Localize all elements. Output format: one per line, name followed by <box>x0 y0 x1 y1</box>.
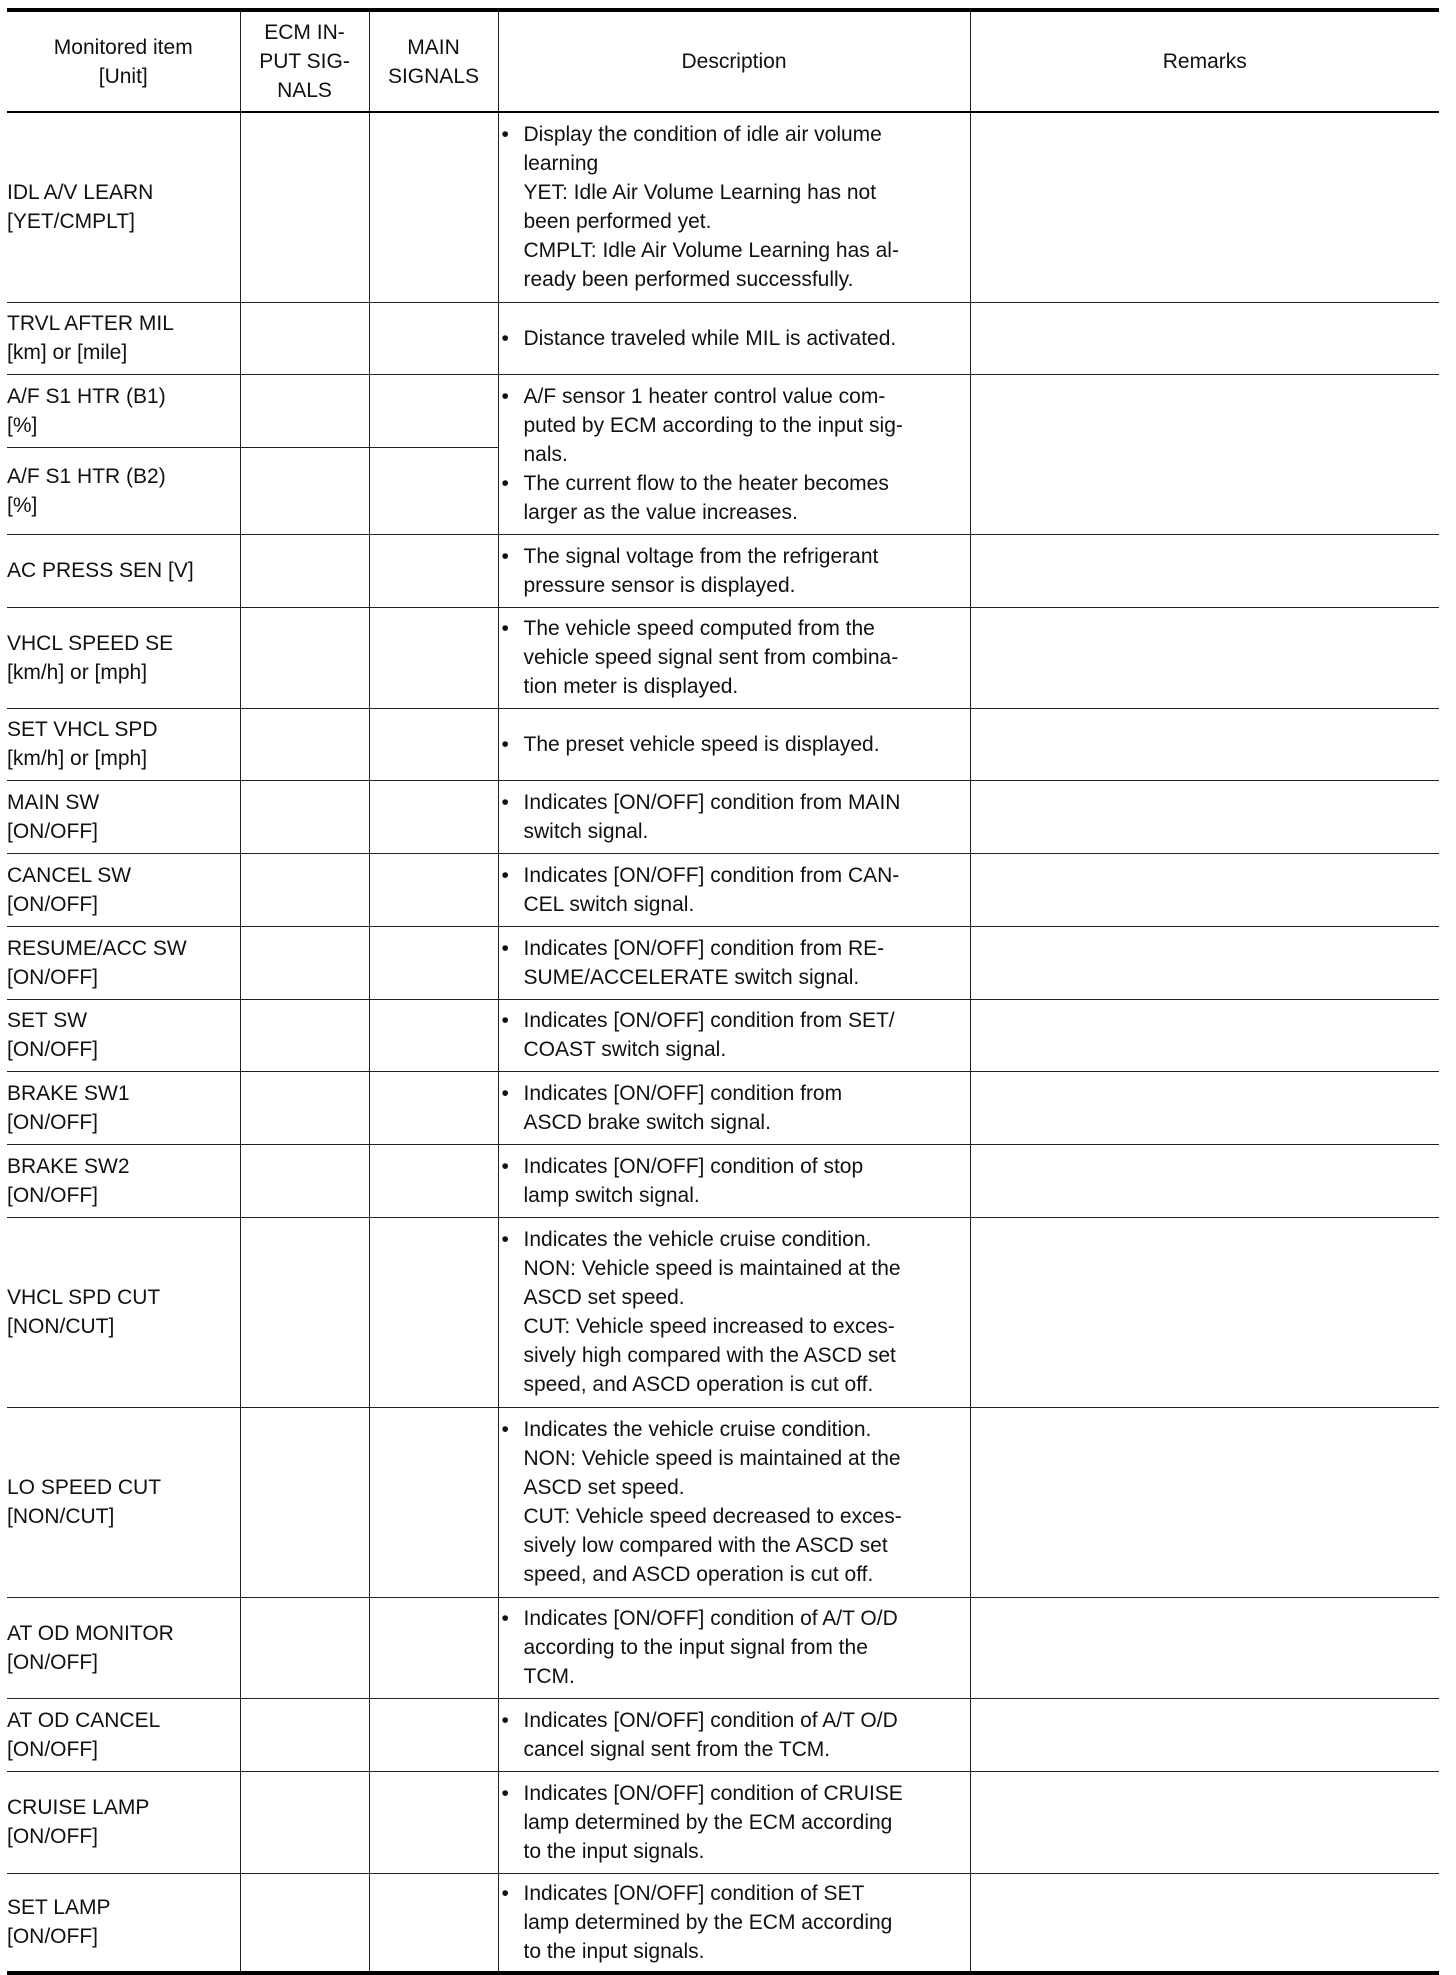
description-bullet: • Indicates [ON/OFF] condition of CRUISE lamp determined by the ECM according to the input signals. <box>499 1779 970 1866</box>
table-header-row <box>7 10 1439 112</box>
description-bullet: • Indicates the vehicle cruise condition. NON: Vehicle speed is maintained at the ASCD set speed. CUT: Vehicle speed increased to exces- sively high compared with the ASCD set speed, and ASCD operation is cut off. <box>499 1225 970 1399</box>
ecm-input-cell <box>240 1217 369 1407</box>
description-bullet: • A/F sensor 1 heater control value com- puted by ECM according to the input sig- nals. <box>499 382 970 469</box>
description-cell <box>498 780 970 853</box>
description-cell <box>498 1771 970 1873</box>
description-cell <box>498 374 970 534</box>
table-row <box>7 1407 1439 1597</box>
description-cell <box>498 302 970 374</box>
remarks-cell <box>970 1698 1439 1771</box>
monitored-item-cell: CANCEL SW [ON/OFF] <box>7 853 240 926</box>
header-main-signals: MAIN SIGNALS <box>369 10 498 112</box>
main-signals-cell <box>369 1873 498 1973</box>
ecm-input-cell <box>240 999 369 1071</box>
remarks-cell <box>970 1071 1439 1144</box>
description-cell <box>498 1698 970 1771</box>
remarks-cell <box>970 1873 1439 1973</box>
remarks-cell <box>970 112 1439 302</box>
description-cell <box>498 1144 970 1217</box>
ecm-input-cell <box>240 607 369 708</box>
description-bullet: • Indicates [ON/OFF] condition from RE- SUME/ACCELERATE switch signal. <box>499 934 970 992</box>
description-bullet: • The vehicle speed computed from the vehicle speed signal sent from combina- tion meter is displayed. <box>499 614 970 701</box>
remarks-cell <box>970 708 1439 780</box>
remarks-cell <box>970 302 1439 374</box>
ecm-input-cell <box>240 1144 369 1217</box>
description-cell <box>498 607 970 708</box>
main-signals-cell <box>369 1698 498 1771</box>
main-signals-cell <box>369 1771 498 1873</box>
remarks-cell <box>970 374 1439 534</box>
description-cell <box>498 999 970 1071</box>
monitored-item-cell: SET VHCL SPD [km/h] or [mph] <box>7 708 240 780</box>
main-signals-cell <box>369 853 498 926</box>
ecm-input-cell <box>240 708 369 780</box>
header-ecm-input-signals: ECM IN- PUT SIG- NALS <box>240 10 369 112</box>
monitored-item-cell: CRUISE LAMP [ON/OFF] <box>7 1771 240 1873</box>
monitored-item-cell: BRAKE SW2 [ON/OFF] <box>7 1144 240 1217</box>
description-cell <box>498 1873 970 1973</box>
header-description: Description <box>498 10 970 112</box>
main-signals-cell <box>369 112 498 302</box>
remarks-cell <box>970 780 1439 853</box>
monitored-item-cell: SET LAMP [ON/OFF] <box>7 1873 240 1973</box>
table-row <box>7 534 1439 607</box>
monitored-item-cell: MAIN SW [ON/OFF] <box>7 780 240 853</box>
monitored-item-cell: AT OD CANCEL [ON/OFF] <box>7 1698 240 1771</box>
description-bullet: • The current flow to the heater becomes larger as the value increases. <box>499 469 970 527</box>
monitored-items-table <box>7 8 1439 1975</box>
description-cell <box>498 926 970 999</box>
monitored-item-cell: AT OD MONITOR [ON/OFF] <box>7 1597 240 1698</box>
main-signals-cell <box>369 1597 498 1698</box>
description-cell <box>498 1597 970 1698</box>
monitored-item-cell: LO SPEED CUT [NON/CUT] <box>7 1407 240 1597</box>
table-row <box>7 780 1439 853</box>
monitored-item-cell: RESUME/ACC SW [ON/OFF] <box>7 926 240 999</box>
header-remarks: Remarks <box>970 10 1439 112</box>
ecm-input-cell <box>240 926 369 999</box>
remarks-cell <box>970 534 1439 607</box>
monitored-item-cell: BRAKE SW1 [ON/OFF] <box>7 1071 240 1144</box>
table-row <box>7 1217 1439 1407</box>
monitored-item-cell: IDL A/V LEARN [YET/CMPLT] <box>7 112 240 302</box>
main-signals-cell <box>369 607 498 708</box>
main-signals-cell <box>369 780 498 853</box>
main-signals-cell <box>369 1217 498 1407</box>
description-bullet: • Indicates [ON/OFF] condition from MAIN switch signal. <box>499 788 970 846</box>
description-bullet: • Display the condition of idle air volume learning YET: Idle Air Volume Learning has not been performed yet. CMPLT: Idle Air Volume Learning has al- ready been performed successfully. <box>499 120 970 294</box>
table-row <box>7 999 1439 1071</box>
remarks-cell <box>970 1144 1439 1217</box>
table-row <box>7 112 1439 302</box>
monitored-item-cell: VHCL SPEED SE [km/h] or [mph] <box>7 607 240 708</box>
description-bullet: • Indicates the vehicle cruise condition. NON: Vehicle speed is maintained at the ASCD set speed. CUT: Vehicle speed decreased to exces- sively low compared with the ASCD set speed, and ASCD operation is cut off. <box>499 1415 970 1589</box>
ecm-input-cell <box>240 374 369 447</box>
header-monitored-item: Monitored item [Unit] <box>7 10 240 112</box>
ecm-input-cell <box>240 447 369 534</box>
description-bullet: • The preset vehicle speed is displayed. <box>499 730 970 759</box>
ecm-input-cell <box>240 302 369 374</box>
ecm-input-cell <box>240 1873 369 1973</box>
description-bullet: • Indicates [ON/OFF] condition of A/T O/D cancel signal sent from the TCM. <box>499 1706 970 1764</box>
remarks-cell <box>970 926 1439 999</box>
remarks-cell <box>970 1771 1439 1873</box>
ecm-input-cell <box>240 1771 369 1873</box>
description-cell <box>498 708 970 780</box>
description-cell <box>498 1217 970 1407</box>
remarks-cell <box>970 1597 1439 1698</box>
description-cell <box>498 534 970 607</box>
monitored-item-cell: SET SW [ON/OFF] <box>7 999 240 1071</box>
main-signals-cell <box>369 1071 498 1144</box>
table-row <box>7 302 1439 374</box>
description-bullet: • Indicates [ON/OFF] condition from CAN- CEL switch signal. <box>499 861 970 919</box>
table-row <box>7 1597 1439 1698</box>
description-bullet: • The signal voltage from the refrigerant pressure sensor is displayed. <box>499 542 970 600</box>
main-signals-cell <box>369 708 498 780</box>
main-signals-cell <box>369 447 498 534</box>
main-signals-cell <box>369 1144 498 1217</box>
description-bullet: • Indicates [ON/OFF] condition of stop lamp switch signal. <box>499 1152 970 1210</box>
description-cell <box>498 853 970 926</box>
ecm-input-cell <box>240 1698 369 1771</box>
monitored-item-cell: AC PRESS SEN [V] <box>7 534 240 607</box>
table-row <box>7 1771 1439 1873</box>
ecm-input-cell <box>240 112 369 302</box>
table-row <box>7 1071 1439 1144</box>
main-signals-cell <box>369 1407 498 1597</box>
monitored-item-cell: A/F S1 HTR (B2) [%] <box>7 447 240 534</box>
ecm-input-cell <box>240 1071 369 1144</box>
main-signals-cell <box>369 926 498 999</box>
monitored-item-cell: TRVL AFTER MIL [km] or [mile] <box>7 302 240 374</box>
ecm-input-cell <box>240 1407 369 1597</box>
main-signals-cell <box>369 302 498 374</box>
remarks-cell <box>970 853 1439 926</box>
main-signals-cell <box>369 534 498 607</box>
monitored-item-cell: VHCL SPD CUT [NON/CUT] <box>7 1217 240 1407</box>
table-row <box>7 853 1439 926</box>
table-row <box>7 374 1439 447</box>
ecm-input-cell <box>240 780 369 853</box>
description-bullet: • Distance traveled while MIL is activated. <box>499 324 970 353</box>
remarks-cell <box>970 999 1439 1071</box>
table-row <box>7 708 1439 780</box>
table-row <box>7 607 1439 708</box>
main-signals-cell <box>369 374 498 447</box>
remarks-cell <box>970 1217 1439 1407</box>
description-cell <box>498 1407 970 1597</box>
description-bullet: • Indicates [ON/OFF] condition of A/T O/D according to the input signal from the TCM. <box>499 1604 970 1691</box>
main-signals-cell <box>369 999 498 1071</box>
table-row <box>7 926 1439 999</box>
table-row <box>7 1698 1439 1771</box>
remarks-cell <box>970 607 1439 708</box>
ecm-input-cell <box>240 853 369 926</box>
description-bullet: • Indicates [ON/OFF] condition from ASCD brake switch signal. <box>499 1079 970 1137</box>
ecm-input-cell <box>240 1597 369 1698</box>
description-bullet: • Indicates [ON/OFF] condition of SET lamp determined by the ECM according to the input signals. <box>499 1879 970 1966</box>
monitored-item-cell: A/F S1 HTR (B1) [%] <box>7 374 240 447</box>
table-row <box>7 1873 1439 1973</box>
remarks-cell <box>970 1407 1439 1597</box>
table-row <box>7 1144 1439 1217</box>
ecm-input-cell <box>240 534 369 607</box>
description-cell <box>498 1071 970 1144</box>
description-cell <box>498 112 970 302</box>
description-bullet: • Indicates [ON/OFF] condition from SET/ COAST switch signal. <box>499 1006 970 1064</box>
